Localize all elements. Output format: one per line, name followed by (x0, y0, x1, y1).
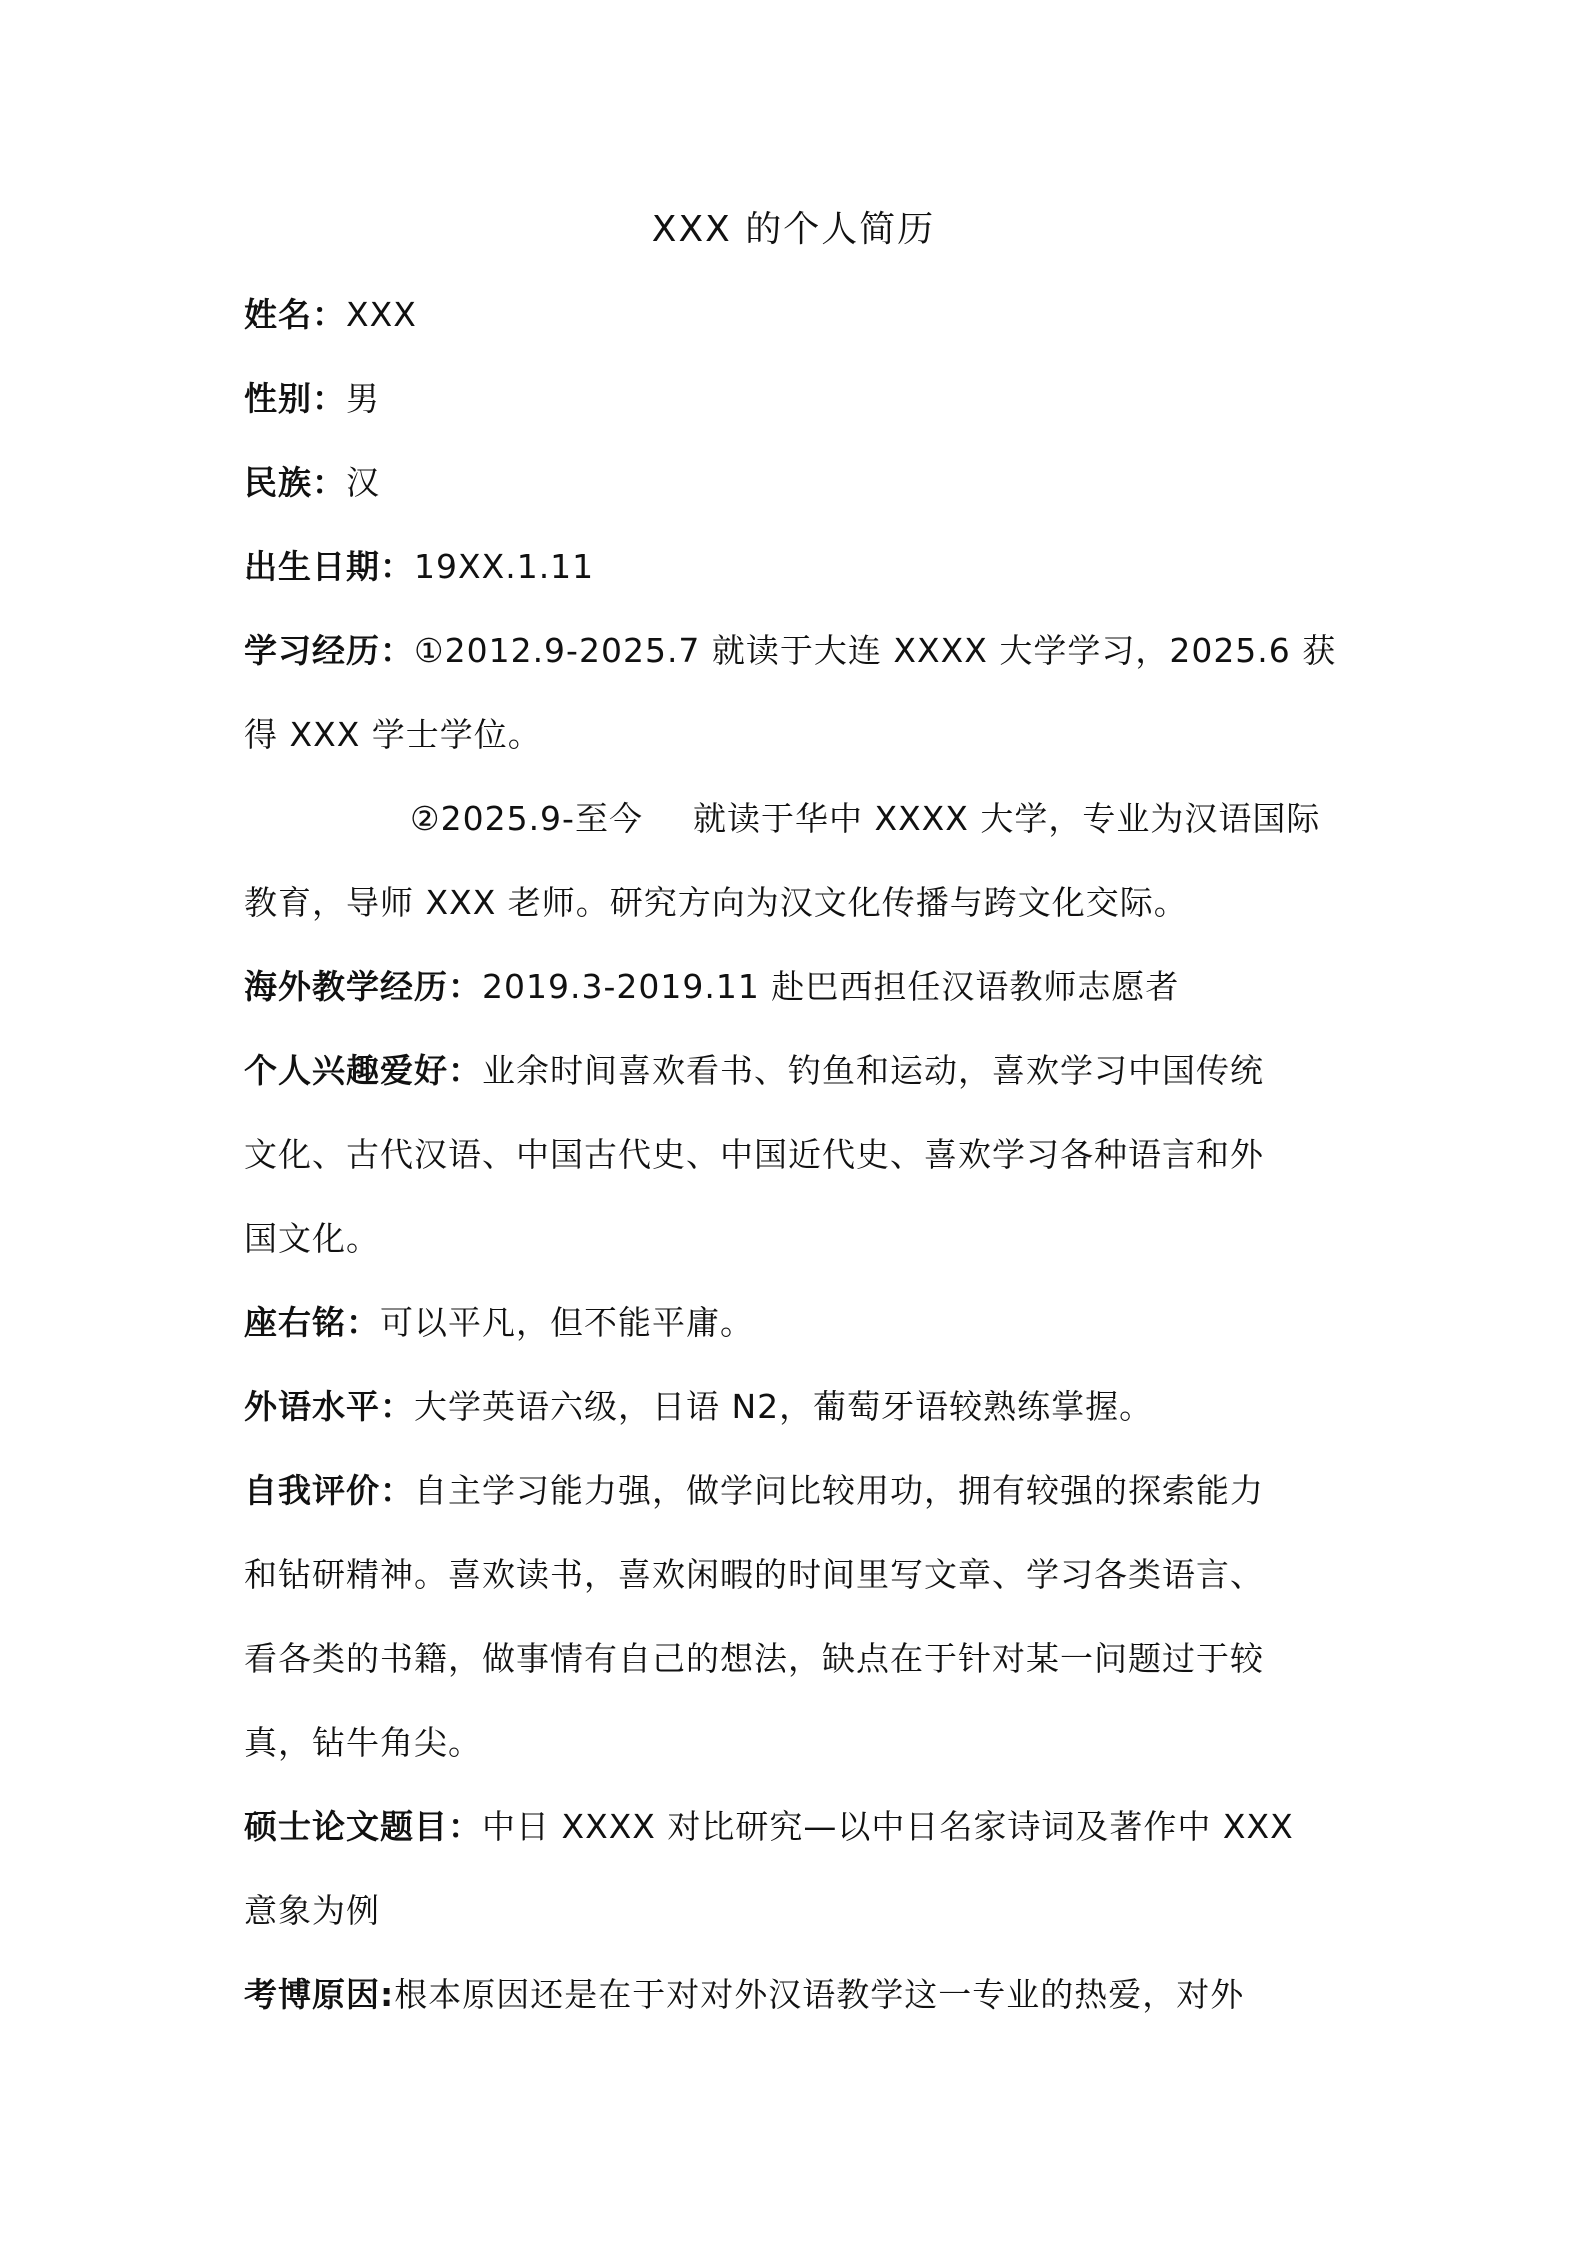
birth-value: 19XX.1.11 (414, 547, 595, 586)
hobbies-line-3: 国文化。 (244, 1219, 380, 1258)
motto-label: 座右铭： (244, 1303, 380, 1342)
phd-reason-label: 考博原因: (244, 1975, 395, 2014)
language-value: 大学英语六级，日语 N2，葡萄牙语较熟练掌握。 (414, 1387, 1154, 1426)
page-title: XXX 的个人简历 (651, 209, 936, 250)
name-value: XXX (346, 295, 417, 334)
language-label: 外语水平： (244, 1387, 414, 1426)
ethnicity-label: 民族： (244, 463, 346, 502)
education-line-3-text: 就读于华中 XXXX 大学，专业为汉语国际 (692, 799, 1321, 838)
overseas-value: 2019.3-2019.11 赴巴西担任汉语教师志愿者 (482, 967, 1180, 1006)
hobbies-line-2: 文化、古代汉语、中国古代史、中国近代史、喜欢学习各种语言和外 (244, 1135, 1264, 1174)
hobbies-line-1: 业余时间喜欢看书、钓鱼和运动，喜欢学习中国传统 (482, 1051, 1264, 1090)
self-eval-line-2: 和钻研精神。喜欢读书，喜欢闲暇的时间里写文章、学习各类语言、 (244, 1555, 1264, 1594)
birth-label: 出生日期： (244, 547, 414, 586)
thesis-row (244, 1804, 1354, 1850)
education-label: 学习经历： (244, 631, 414, 670)
self-eval-line-4: 真，钻牛角尖。 (244, 1723, 482, 1762)
thesis-label: 硕士论文题目： (244, 1807, 482, 1846)
education-line-3-date: ②2025.9-至今 (410, 799, 643, 838)
name-label: 姓名： (244, 295, 346, 334)
education-row (244, 628, 1354, 674)
hobbies-row (244, 1048, 1354, 1094)
language-row (244, 1384, 1354, 1430)
motto-value: 可以平凡，但不能平庸。 (380, 1303, 754, 1342)
hobbies-label: 个人兴趣爱好： (244, 1051, 482, 1090)
gender-label: 性别： (244, 379, 346, 418)
self-eval-row (244, 1468, 1354, 1514)
gender-value: 男 (346, 379, 380, 418)
self-eval-line-1: 自主学习能力强，做学问比较用功，拥有较强的探索能力 (414, 1471, 1264, 1510)
education-line-3 (410, 796, 1355, 842)
self-eval-label: 自我评价： (244, 1471, 414, 1510)
ethnicity-value: 汉 (346, 463, 380, 502)
birth-row (244, 544, 1354, 590)
motto-row (244, 1300, 1354, 1346)
education-line-2: 得 XXX 学士学位。 (244, 715, 542, 754)
thesis-line-2: 意象为例 (244, 1891, 380, 1930)
education-line-1: ①2012.9-2025.7 就读于大连 XXXX 大学学习，2025.6 获 (414, 631, 1337, 670)
gender-row (244, 376, 1354, 422)
self-eval-line-3: 看各类的书籍，做事情有自己的想法，缺点在于针对某一问题过于较 (244, 1639, 1264, 1678)
phd-reason-line-1: 根本原因还是在于对对外汉语教学这一专业的热爱，对外 (394, 1975, 1245, 2014)
thesis-line-1: 中日 XXXX 对比研究—以中日名家诗词及著作中 XXX (482, 1807, 1294, 1846)
phd-reason-row (244, 1972, 1354, 2018)
overseas-row (244, 964, 1354, 1010)
overseas-label: 海外教学经历： (244, 967, 482, 1006)
education-line-4: 教育，导师 XXX 老师。研究方向为汉文化传播与跨文化交际。 (244, 883, 1188, 922)
name-row (244, 292, 1354, 338)
ethnicity-row (244, 460, 1354, 506)
